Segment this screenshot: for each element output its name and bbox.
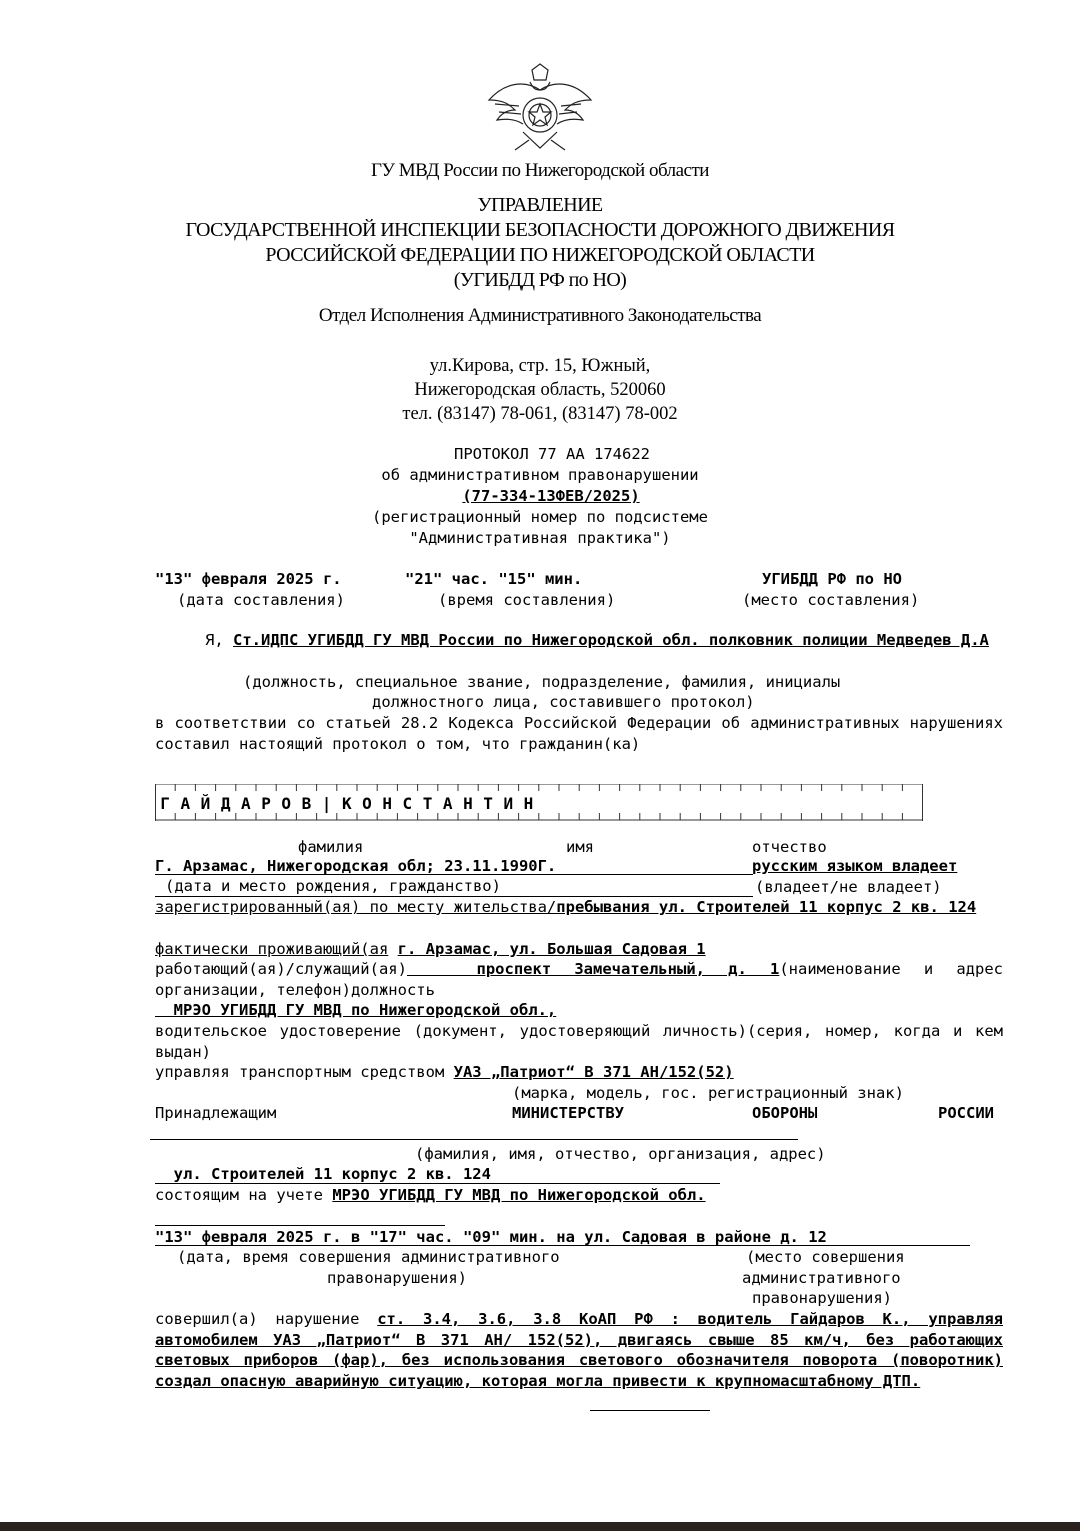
name-letter: А — [442, 794, 453, 813]
name-letter: Д — [220, 794, 231, 813]
name-letter: Н — [463, 794, 473, 813]
label-name: имя — [566, 838, 594, 856]
address-line-1: ул.Кирова, стр. 15, Южный, — [429, 356, 651, 376]
protocol-subtitle: об административном правонарушении — [381, 466, 699, 484]
name-letter: А — [180, 794, 191, 813]
owner-word-1: МИНИСТЕРСТВУ — [512, 1104, 624, 1122]
time-label: (время составления) — [438, 591, 616, 609]
name-letter: Й — [200, 794, 211, 813]
birth-info: Г. Арзамас, Нижегородская обл; 23.11.1990Г. — [155, 857, 557, 875]
name-letter: В — [301, 794, 312, 813]
dept-line-1: УПРАВЛЕНИЕ — [477, 194, 603, 216]
protocol-time: "21" час. "15" мин. — [405, 570, 583, 588]
name-letter: О — [281, 794, 292, 813]
name-letter: Т — [483, 794, 493, 813]
place-label: (место составления) — [742, 591, 920, 609]
officer-label-1: (должность, специальное звание, подразделение, фамилия, инициалы — [243, 673, 841, 691]
name-letter: С — [402, 794, 413, 813]
name-grid — [155, 784, 923, 821]
birth-underline — [155, 874, 753, 875]
division-title: Отдел Исполнения Административного Законодательства — [318, 305, 762, 326]
offense-datetime-label-1: (дата, время совершения административного — [177, 1248, 560, 1266]
work-address: проспект Замечательный, д. 1 — [406, 960, 780, 978]
name-letter: А — [241, 794, 251, 813]
officer-line — [155, 630, 1003, 651]
language-label: (владеет/не владеет) — [755, 878, 942, 896]
name-letter: Г — [160, 794, 170, 813]
name-letter: К — [341, 794, 352, 813]
vehicle-reg-label: состоящим на учете — [155, 1186, 323, 1204]
dept-line-3: РОССИЙСКОЙ ФЕДЕРАЦИИ ПО НИЖЕГОРОДСКОЙ ОБЛАСТИ — [265, 244, 815, 266]
officer-intro: Я, — [205, 631, 224, 649]
offense-tail-underline — [590, 1410, 710, 1411]
actual-residence — [155, 939, 706, 959]
offense-place-label-3: правонарушения) — [752, 1289, 892, 1307]
name-letter: О — [362, 794, 372, 813]
birth-label: (дата и место рождения, гражданство) — [165, 877, 501, 895]
protocol-place: УГИБДД РФ по НО — [762, 570, 902, 588]
registration-note-1: (регистрационный номер по подсистеме — [372, 508, 708, 526]
work-suffix: (наименование и адрес организации, телефон)должность — [155, 960, 1004, 999]
protocol-title: ПРОТОКОЛ 77 АА 174622 — [454, 445, 650, 463]
dept-line-2: ГОСУДАРСТВЕННОЙ ИНСПЕКЦИИ БЕЗОПАСНОСТИ ДОРОЖНОГО ДВИЖЕНИЯ — [185, 219, 895, 241]
protocol-block — [0, 444, 1080, 549]
offense-description-block — [155, 1309, 1003, 1391]
name-letter: Р — [261, 794, 271, 813]
owner-address-underline — [155, 1183, 720, 1184]
owner-word-3: РОССИИ — [938, 1104, 994, 1122]
date-label: (дата составления) — [177, 591, 345, 609]
owner-address: ул. Строителей 11 корпус 2 кв. 124 — [155, 1165, 491, 1183]
officer-label-2: должностного лица, составившего протокол) — [372, 693, 755, 711]
offense-description: ст. 3.4, 3.6, 3.8 КоАП РФ : водитель Гайдаров К., управляя автомобилем УАЗ „Патриот“ В 371 АН/ 152(52), двигаясь свыше 85 км/ч, без работающих световых приборов (фар), без использования светового обозначителя поворота (поворотник) создал опасную аварийную ситуацию, которая могла привести к крупномасштабному ДТП. — [155, 1310, 1003, 1390]
vehicle-line — [155, 1062, 734, 1082]
offense-label: совершил(а) нарушение — [155, 1310, 360, 1328]
vehicle-value: УАЗ „Патриот“ В 371 АН/152(52) — [453, 1063, 734, 1081]
offense-datetime-place: "13" февраля 2025 г. в "17" час. "09" мин. на ул. Садовая в районе д. 12 — [155, 1228, 827, 1246]
license-label: водительское удостоверение (документ, удостоверяющий личность)(серия, номер, когда и кем выдан) — [155, 1022, 1003, 1061]
protocol-date: "13" февраля 2025 г. — [155, 570, 342, 588]
phone-line: тел. (83147) 78-061, (83147) 78-002 — [402, 404, 678, 424]
vehicle-registration-line — [155, 1185, 1003, 1206]
label-patronymic: отчество — [752, 838, 827, 856]
bottom-edge — [0, 1522, 1080, 1531]
name-letter: Н — [382, 794, 392, 813]
vehicle-value-label: (марка, модель, гос. регистрационный знак) — [512, 1084, 904, 1102]
name-letters — [155, 793, 539, 815]
owner-underline — [150, 1139, 798, 1140]
mvd-emblem-icon — [485, 60, 595, 155]
offense-datetime-label-2: правонарушения) — [327, 1269, 467, 1287]
offense-underline — [155, 1245, 970, 1246]
registration-label: зарегистрированный(ая) по месту жительства/ — [155, 898, 557, 916]
actual-address: г. Арзамас, ул. Большая Садовая 1 — [397, 940, 706, 958]
registration-note-2: "Административная практика") — [409, 529, 671, 547]
vehicle-label: управляя транспортным средством — [155, 1063, 445, 1081]
officer-name: Ст.ИДПС УГИБДД ГУ МВД России по Нижегородской обл. полковник полиции Медведев Д.А — [233, 631, 989, 649]
ministry-title: ГУ МВД России по Нижегородской области — [371, 160, 709, 181]
vehicle-reg-value: МРЭО УГИБДД ГУ МВД по Нижегородской обл. — [332, 1186, 706, 1204]
label-surname: фамилия — [298, 838, 364, 856]
name-letter: Т — [422, 794, 433, 813]
name-letter: И — [503, 794, 514, 813]
address-block — [0, 354, 1080, 426]
owner-caption: (фамилия, имя, отчество, организация, адрес) — [415, 1145, 826, 1163]
actual-label: фактически проживающий(ая — [155, 940, 389, 958]
name-letter: | — [321, 794, 332, 813]
vehicle-reg-underline — [155, 1225, 445, 1226]
offense-place-label-2: административного — [742, 1269, 901, 1287]
birth-label-row — [155, 877, 753, 897]
statement: в соответствии со статьей 28.2 Кодекса Российской Федерации об административных нарушениях составил настоящий протокол о том, что гражданин(ка) — [155, 714, 1003, 753]
name-letter: Н — [523, 794, 534, 813]
registration-number: (77-334-13ФЕВ/2025) — [462, 487, 640, 505]
language-status: русским языком владеет — [752, 857, 958, 875]
registration-address: пребывания ул. Строителей 11 корпус 2 кв. 124 — [556, 898, 977, 916]
department-title — [0, 193, 1080, 293]
license-issuer: МРЭО УГИБДД ГУ МВД по Нижегородской обл., — [155, 1001, 557, 1019]
work-line — [155, 959, 1003, 1000]
registration-line — [155, 897, 1003, 918]
address-line-2: Нижегородская область, 520060 — [414, 380, 666, 400]
offense-place-label-1: (место совершения — [746, 1248, 905, 1266]
dept-abbr: (УГИБДД РФ по НО) — [453, 269, 627, 291]
owner-label: Принадлежащим — [155, 1104, 277, 1122]
owner-word-2: ОБОРОНЫ — [752, 1104, 818, 1122]
work-label: работающий(ая)/служащий(ая) — [155, 960, 407, 978]
